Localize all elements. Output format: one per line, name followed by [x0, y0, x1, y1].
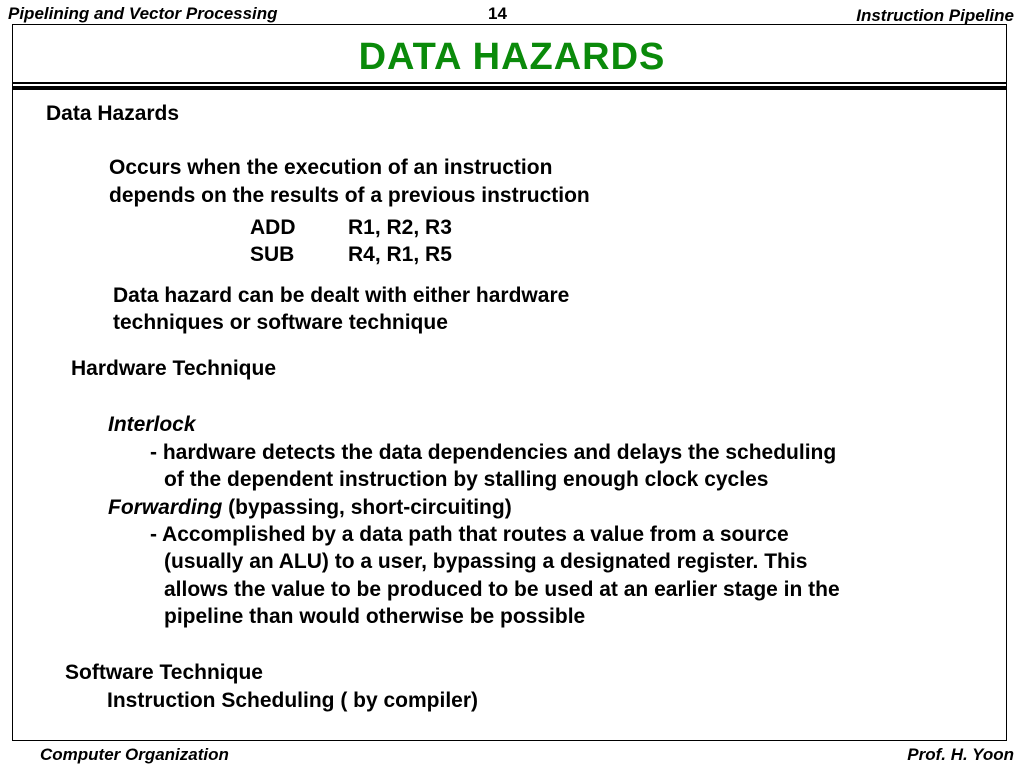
- interlock-line-1: - hardware detects the data dependencies and delays the scheduling: [150, 441, 837, 464]
- hardware-heading: Hardware Technique: [71, 357, 276, 380]
- forwarding-line-4: pipeline than would otherwise be possible: [164, 605, 586, 628]
- software-line: Instruction Scheduling ( by compiler): [107, 689, 479, 712]
- forwarding-title: Forwarding: [108, 496, 223, 519]
- code-args-2: R4, R1, R5: [348, 243, 452, 266]
- section-heading: Data Hazards: [46, 102, 180, 125]
- title-rule-thick: [12, 86, 1007, 90]
- forwarding-line-2: (usually an ALU) to a user, bypassing a designated register. This: [164, 550, 808, 573]
- header-right: Instruction Pipeline: [856, 6, 1014, 25]
- footer-left: Computer Organization: [40, 745, 229, 764]
- header-left: Pipelining and Vector Processing: [8, 4, 278, 23]
- code-op-2: SUB: [250, 243, 295, 266]
- code-args-1: R1, R2, R3: [348, 216, 452, 239]
- code-op-1: ADD: [250, 216, 296, 239]
- title-rule-thin: [12, 82, 1007, 84]
- dealt-line-1: Data hazard can be dealt with either hardware: [113, 284, 570, 307]
- forwarding-paren: (bypassing, short-circuiting): [222, 496, 512, 519]
- interlock-title: Interlock: [108, 413, 196, 436]
- forwarding-line-1: - Accomplished by a data path that routes a value from a source: [150, 523, 789, 546]
- software-heading: Software Technique: [65, 661, 263, 684]
- dealt-line-2: techniques or software technique: [113, 311, 448, 334]
- page-number: 14: [488, 4, 507, 23]
- definition-line-1: Occurs when the execution of an instruction: [109, 156, 553, 179]
- definition-line-2: depends on the results of a previous instruction: [109, 184, 590, 207]
- footer-right: Prof. H. Yoon: [907, 745, 1014, 764]
- interlock-line-2: of the dependent instruction by stalling enough clock cycles: [164, 468, 769, 491]
- forwarding-line: [108, 496, 512, 520]
- slide-frame: [12, 24, 1007, 741]
- forwarding-line-3: allows the value to be produced to be used at an earlier stage in the: [164, 578, 840, 601]
- slide-title: DATA HAZARDS: [358, 36, 666, 78]
